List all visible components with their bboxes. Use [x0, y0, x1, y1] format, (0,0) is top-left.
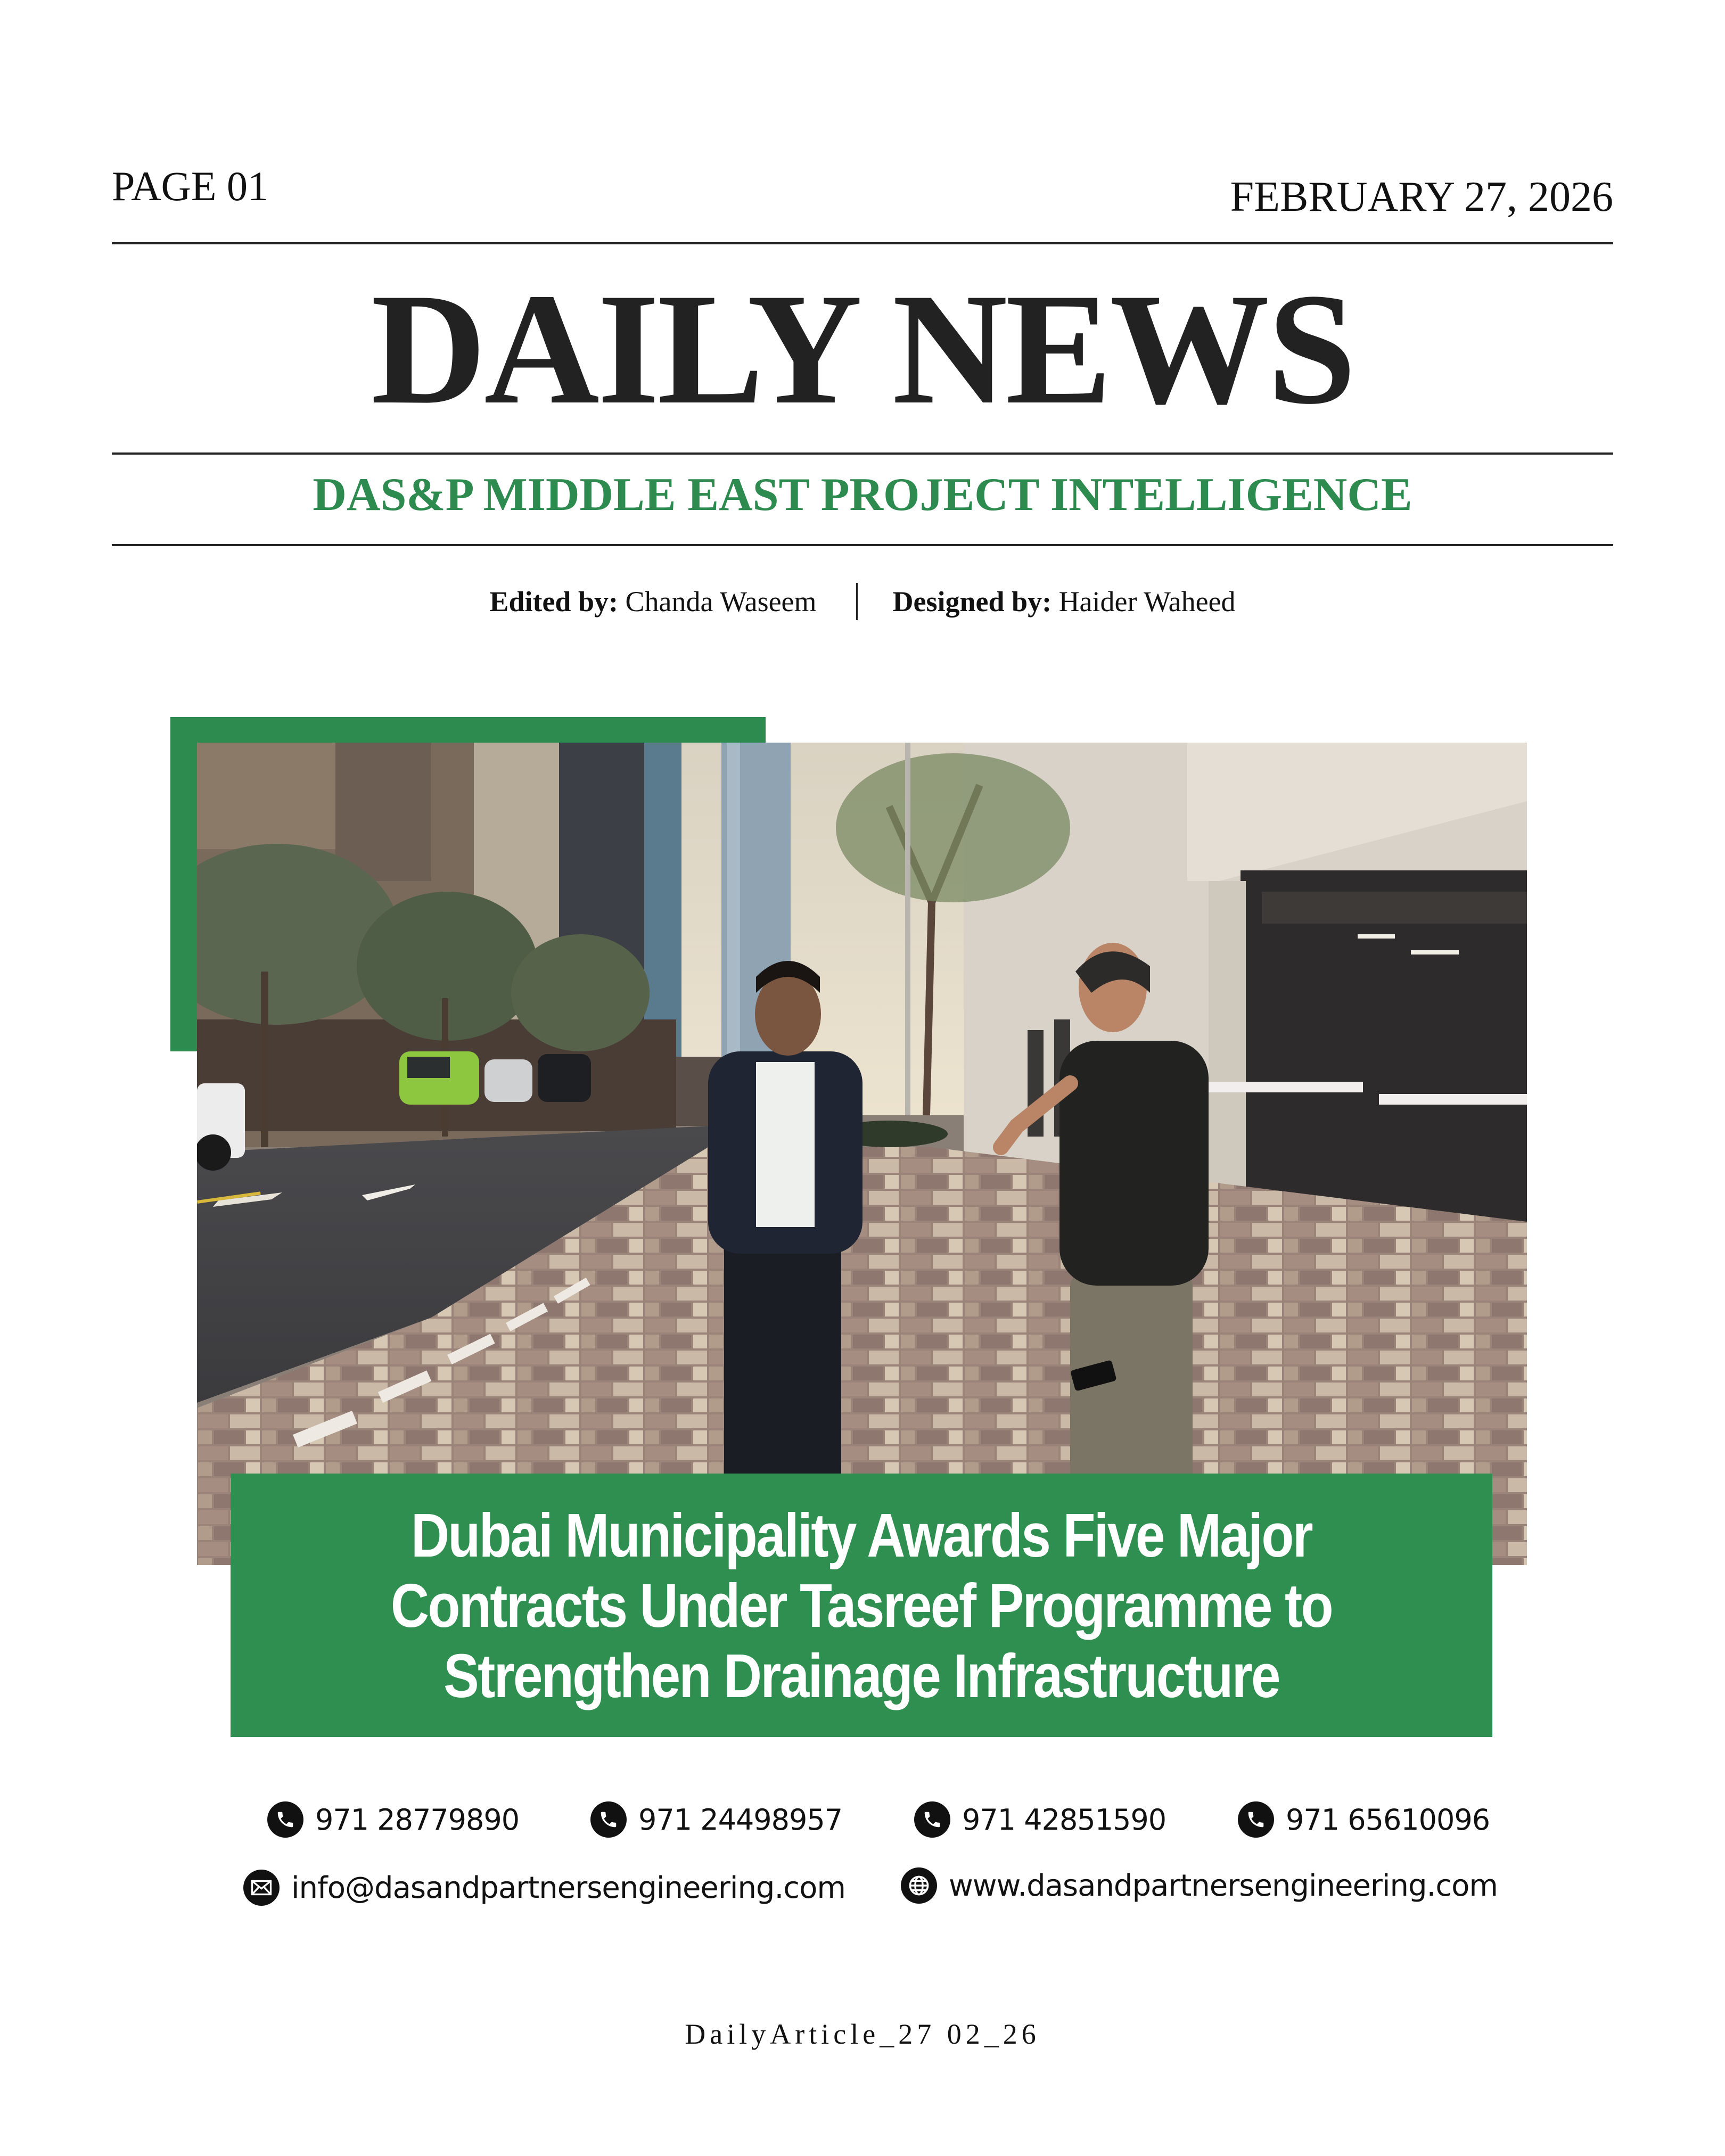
page-number: PAGE 01 — [112, 163, 269, 209]
designer-name: Haider Waheed — [1058, 586, 1236, 618]
designed-by-label: Designed by: — [892, 586, 1052, 618]
email-address: info@dasandpartnersengineering.com — [291, 1870, 845, 1905]
editor-credit — [489, 585, 816, 618]
phone-contact-2[interactable] — [590, 1801, 842, 1838]
issue-date: FEBRUARY 27, 2026 — [1230, 174, 1613, 220]
credits-divider — [856, 583, 858, 620]
phone-contact-3[interactable] — [914, 1801, 1166, 1838]
phone-number: 971 28779890 — [315, 1803, 520, 1837]
designer-credit — [893, 585, 1236, 618]
feature-photo — [197, 743, 1527, 1565]
website-contact[interactable] — [901, 1867, 1498, 1904]
phone-contact-1[interactable] — [267, 1801, 519, 1838]
phone-icon — [590, 1801, 627, 1838]
document-id: DailyArticle_27 02_26 — [685, 2018, 1040, 2050]
phone-number: 971 24498957 — [638, 1803, 843, 1837]
headline-line-1: Dubai Municipality Awards Five Major — [410, 1500, 1312, 1570]
street-scene-illustration — [197, 743, 1527, 1565]
headline-line-3: Strengthen Drainage Infrastructure — [443, 1641, 1279, 1710]
phone-icon — [1238, 1801, 1274, 1838]
header-rule-middle — [112, 452, 1613, 455]
mail-icon — [243, 1870, 280, 1906]
masthead-title: DAILY NEWS — [371, 260, 1354, 437]
globe-icon — [901, 1867, 937, 1904]
phone-number: 971 42851590 — [962, 1803, 1167, 1837]
phone-icon — [914, 1801, 950, 1838]
credits-line — [0, 583, 1725, 620]
headline-line-2: Contracts Under Tasreef Programme to — [391, 1570, 1332, 1640]
phone-number: 971 65610096 — [1286, 1803, 1490, 1837]
header-rule-top — [112, 242, 1613, 244]
phone-icon — [267, 1801, 303, 1838]
article-headline — [319, 1500, 1404, 1711]
publication-tagline: DAS&P MIDDLE EAST PROJECT INTELLIGENCE — [313, 469, 1412, 521]
header-rule-bottom — [112, 544, 1613, 546]
phone-contact-4[interactable] — [1238, 1801, 1490, 1838]
email-contact[interactable] — [243, 1870, 845, 1906]
headline-banner — [231, 1474, 1492, 1737]
editor-name: Chanda Waseem — [625, 586, 817, 618]
website-url: www.dasandpartnersengineering.com — [949, 1868, 1498, 1903]
edited-by-label: Edited by: — [489, 586, 618, 618]
